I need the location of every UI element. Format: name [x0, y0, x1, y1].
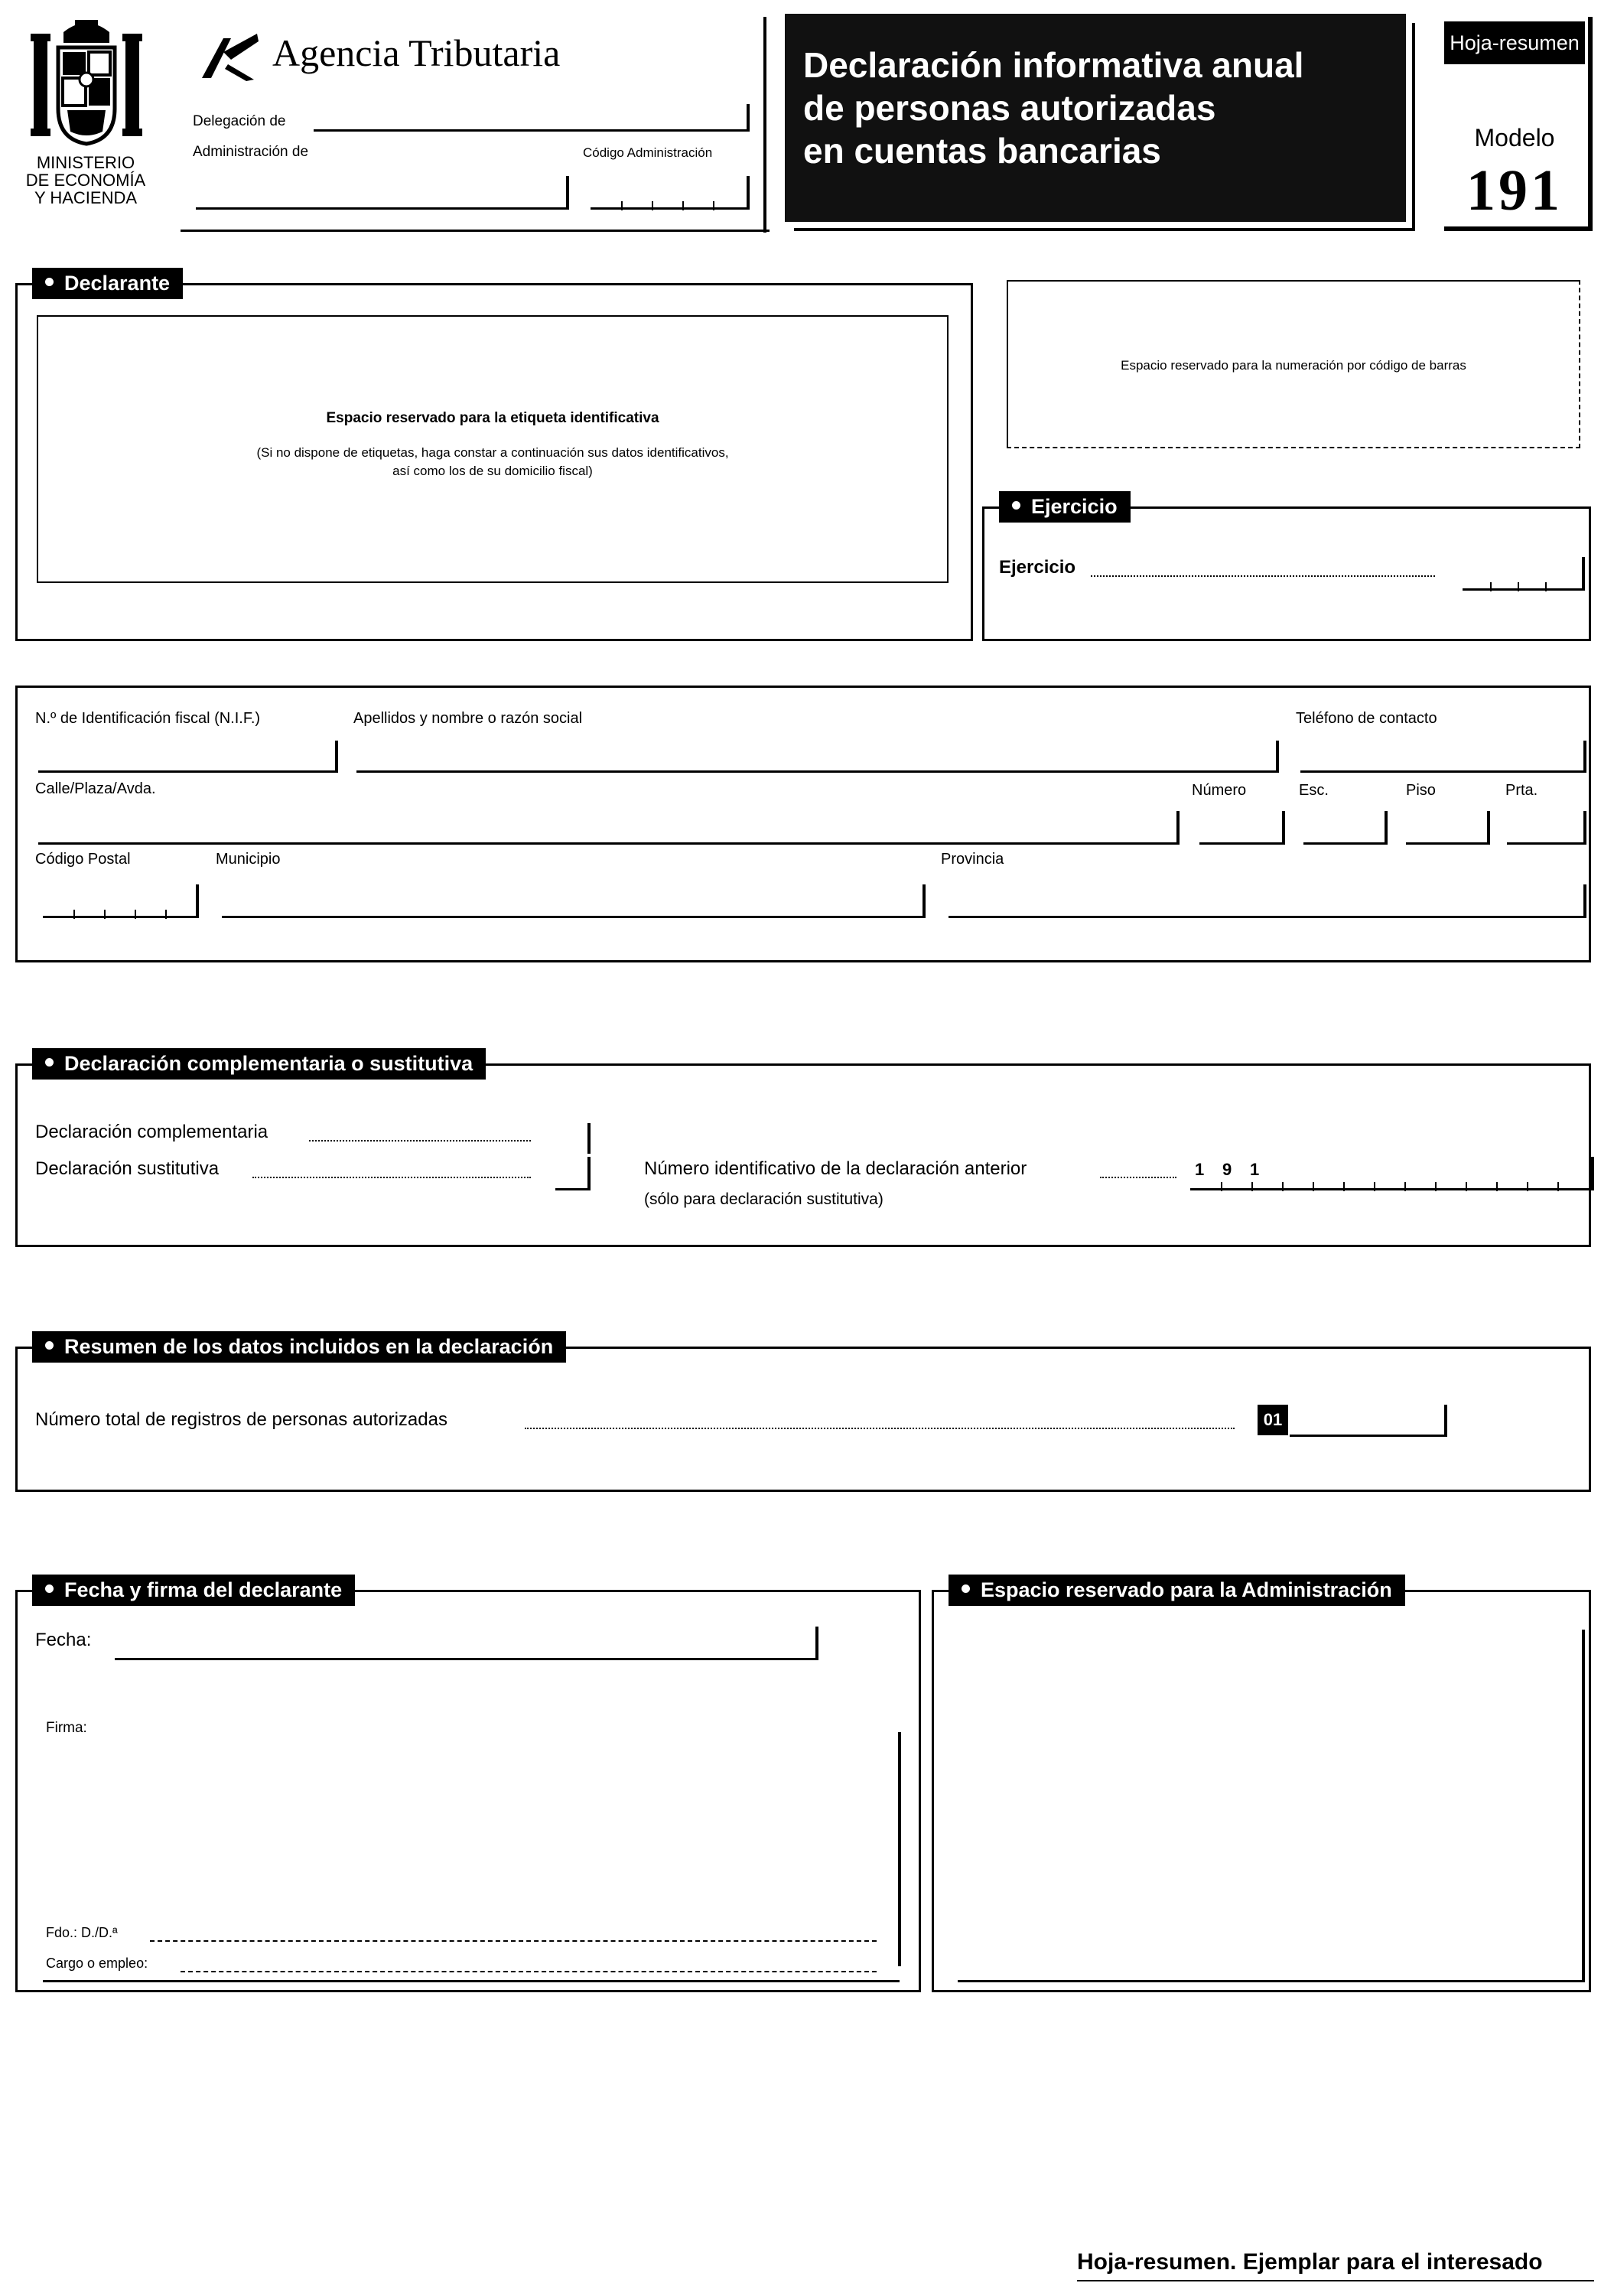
- provincia-label: Provincia: [941, 851, 1004, 868]
- prta-label: Prta.: [1505, 782, 1538, 799]
- modelo-box: [1444, 17, 1593, 231]
- title-line-1: Declaración informativa anual: [803, 45, 1304, 85]
- cargo-label: Cargo o empleo:: [46, 1956, 148, 1971]
- firma-bottom-rule: [43, 1980, 900, 1982]
- administracion-rule-right: [1582, 1630, 1585, 1982]
- resumen-field[interactable]: [1290, 1405, 1447, 1437]
- prta-field[interactable]: [1507, 811, 1586, 845]
- modelo-number: 191: [1466, 158, 1563, 223]
- num-anterior-prefix-1: 1: [1195, 1160, 1205, 1179]
- delegacion-label: Delegación de: [193, 113, 286, 129]
- cp-label: Código Postal: [35, 851, 131, 868]
- title-line-2: de personas autorizadas: [803, 88, 1216, 128]
- apellidos-field[interactable]: [356, 741, 1279, 773]
- administracion-tab-label: Espacio reservado para la Administración: [981, 1578, 1392, 1601]
- ministry-line-2: DE ECONOMÍA: [25, 171, 146, 190]
- municipio-label: Municipio: [216, 851, 281, 868]
- digit-tick: [1404, 1182, 1406, 1191]
- title-block: [785, 14, 1406, 222]
- resumen-tab-label: Resumen de los datos incluidos en la declaración: [64, 1335, 554, 1358]
- esc-field[interactable]: [1303, 811, 1388, 845]
- fdo-label: Fdo.: D./D.ª: [46, 1925, 118, 1940]
- header-bottom-rule: [181, 230, 770, 232]
- piso-field[interactable]: [1406, 811, 1490, 845]
- digit-tick: [1557, 1182, 1559, 1191]
- digit-tick: [1343, 1182, 1345, 1191]
- firma-area-rule: [898, 1732, 901, 1966]
- declarante-tab: [32, 268, 183, 299]
- num-anterior-label: Número identificativo de la declaración anterior: [644, 1158, 1027, 1179]
- nif-field[interactable]: [38, 741, 338, 773]
- apellidos-label: Apellidos y nombre o razón social: [353, 710, 583, 727]
- etiqueta-title: Espacio reservado para la etiqueta identificativa: [326, 410, 659, 426]
- ejercicio-tab: [999, 491, 1131, 523]
- etiqueta-note-2: así como los de su domicilio fiscal): [392, 464, 593, 478]
- footer-rule: [1077, 2280, 1594, 2281]
- digit-tick: [1527, 1182, 1528, 1191]
- resumen-code-badge: 01: [1258, 1405, 1288, 1435]
- digit-tick: [1251, 1182, 1253, 1191]
- ejercicio-field[interactable]: [1463, 557, 1585, 591]
- digit-tick: [1313, 1182, 1314, 1191]
- nif-label: N.º de Identificación fiscal (N.I.F.): [35, 710, 261, 727]
- complementaria-tab: [32, 1048, 486, 1080]
- hoja-resumen-badge: Hoja-resumen: [1444, 21, 1585, 64]
- digit-tick: [1496, 1182, 1498, 1191]
- resumen-label: Número total de registros de personas autorizadas: [35, 1409, 447, 1430]
- delegacion-field[interactable]: [314, 104, 750, 132]
- declarante-tab-label: Declarante: [64, 272, 171, 295]
- firma-tab: [32, 1575, 355, 1606]
- digit-tick: [1374, 1182, 1375, 1191]
- telefono-field[interactable]: [1300, 741, 1586, 773]
- complementaria-section: [15, 1063, 1591, 1247]
- administracion-label: Administración de: [193, 144, 309, 160]
- telefono-label: Teléfono de contacto: [1296, 710, 1437, 727]
- agency-name: Agencia Tributaria: [272, 31, 561, 74]
- codigo-admin-label: Código Administración: [583, 145, 713, 160]
- ministry-line-1: MINISTERIO: [36, 153, 135, 172]
- digit-tick: [1466, 1182, 1467, 1191]
- coat-of-arms-icon: [29, 17, 144, 148]
- ministry-line-3: Y HACIENDA: [34, 188, 138, 207]
- digit-tick: [1282, 1182, 1284, 1191]
- num-anterior-prefix-2: 9: [1222, 1160, 1232, 1179]
- ejercicio-label: Ejercicio: [999, 557, 1076, 578]
- etiqueta-note-1: (Si no dispone de etiquetas, haga constar a continuación sus datos identificativos,: [256, 445, 729, 460]
- comp-checkbox[interactable]: [555, 1123, 591, 1154]
- title-line-3: en cuentas bancarias: [803, 131, 1161, 171]
- esc-label: Esc.: [1299, 782, 1329, 799]
- codigo-admin-field[interactable]: [591, 176, 750, 210]
- barcode-text: Espacio reservado para la numeración por código de barras: [1121, 358, 1466, 373]
- piso-label: Piso: [1406, 782, 1436, 799]
- calle-field[interactable]: [38, 811, 1180, 845]
- digit-tick: [1435, 1182, 1437, 1191]
- num-anterior-prefix-3: 1: [1250, 1160, 1260, 1179]
- calle-label: Calle/Plaza/Avda.: [35, 780, 156, 797]
- administracion-tab: [949, 1575, 1405, 1606]
- sust-label: Declaración sustitutiva: [35, 1158, 220, 1179]
- administracion-field[interactable]: [196, 176, 569, 210]
- municipio-field[interactable]: [222, 884, 926, 918]
- firma-tab-label: Fecha y firma del declarante: [64, 1578, 343, 1601]
- administracion-section[interactable]: [932, 1590, 1591, 1992]
- fecha-label: Fecha:: [35, 1630, 92, 1650]
- digit-tick: [1221, 1182, 1222, 1191]
- fecha-field[interactable]: [115, 1627, 818, 1660]
- agency-logo-icon: [197, 29, 260, 83]
- provincia-field[interactable]: [949, 884, 1586, 918]
- complementaria-tab-label: Declaración complementaria o sustitutiva: [64, 1052, 473, 1075]
- header-vertical-rule: [763, 17, 766, 233]
- num-anterior-note: (sólo para declaración sustitutiva): [644, 1190, 883, 1208]
- numero-label: Número: [1192, 782, 1247, 799]
- cp-field[interactable]: [43, 884, 199, 918]
- administracion-rule-bottom: [958, 1980, 1585, 1982]
- sust-checkbox[interactable]: [555, 1157, 591, 1190]
- ejercicio-tab-label: Ejercicio: [1031, 495, 1118, 518]
- resumen-tab: [32, 1331, 566, 1363]
- firma-label: Firma:: [46, 1720, 87, 1736]
- numero-field[interactable]: [1199, 811, 1285, 845]
- modelo-label: Modelo: [1474, 124, 1555, 151]
- footer-text: Hoja-resumen. Ejemplar para el interesado: [1077, 2249, 1543, 2275]
- comp-label: Declaración complementaria: [35, 1122, 268, 1142]
